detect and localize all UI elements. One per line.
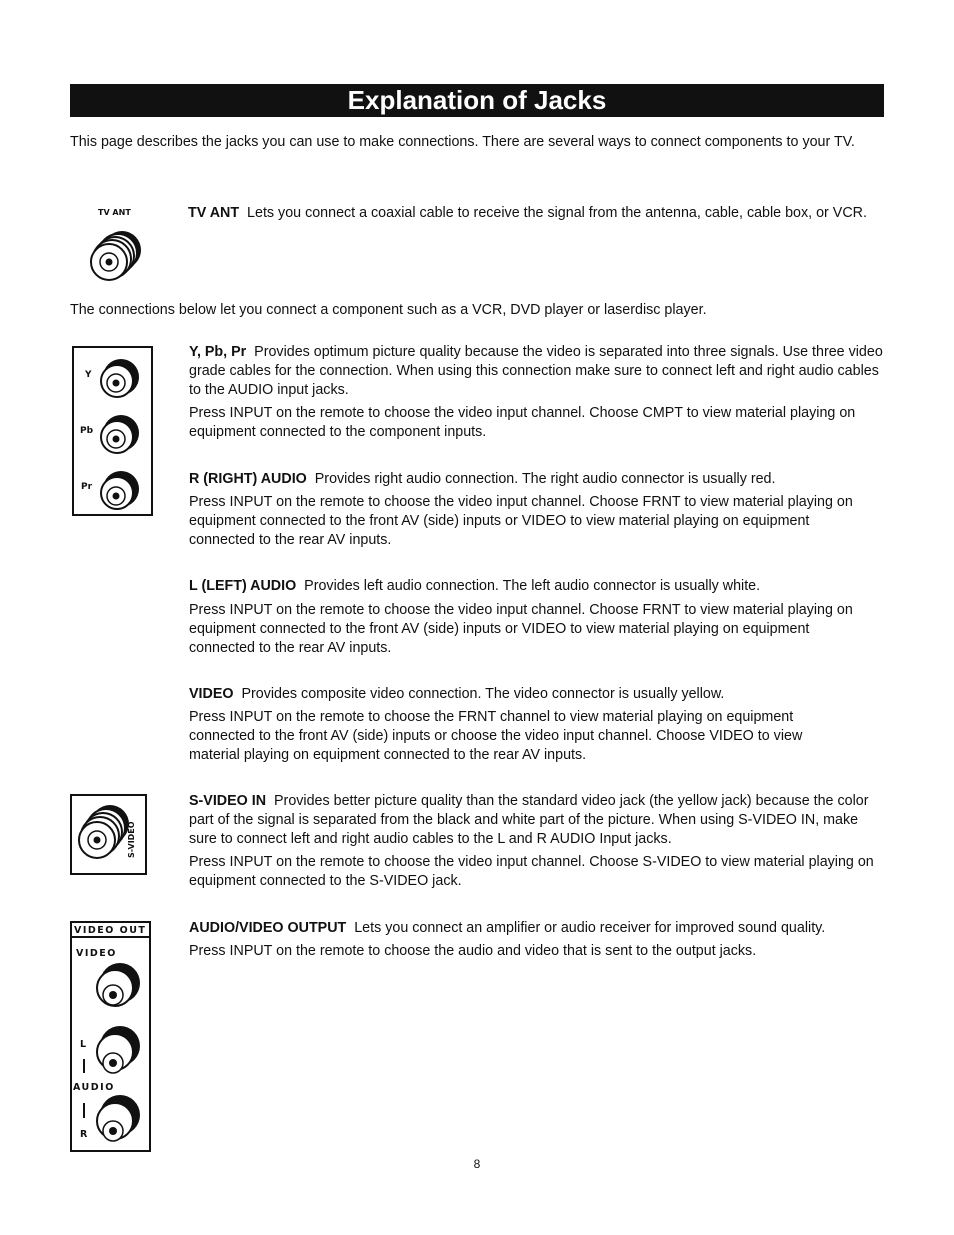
- l-audio-text: Provides left audio connection. The left audio connector is usually white.: [304, 578, 761, 594]
- l-audio-term: L (LEFT) AUDIO: [189, 578, 297, 594]
- coax-jack-icon: [91, 231, 141, 280]
- r-audio-description: [189, 470, 879, 489]
- r-audio-note: Press INPUT on the remote to choose the video input channel. Choose FRNT to view material playing on equipment connected to the front AV (side) inputs or VIDEO to view material playing on equipment connected to the rear AV inputs.: [189, 494, 853, 548]
- tv-ant-jack-figure: [84, 206, 148, 286]
- av-output-term: AUDIO/VIDEO OUTPUT: [189, 920, 347, 936]
- svideo-text: Provides better picture quality than the standard video jack (the yellow jack) because the color part of the signal is separated from the black and white part of the picture. When using S-VIDEO IN, make sure to connect left and right audio cables to the L and R AUDIO Input jacks.: [189, 793, 869, 847]
- svideo-jack-figure: [70, 794, 148, 876]
- audio-group-label: AUDIO: [73, 1082, 115, 1093]
- ypbpr-term: Y, Pb, Pr: [189, 344, 247, 360]
- ypbpr-note: Press INPUT on the remote to choose the video input channel. Choose CMPT to view material playing on equipment connected to the component inputs.: [189, 405, 856, 440]
- page-number: 8: [473, 1157, 481, 1171]
- audio-l-label: L: [80, 1039, 87, 1050]
- r-audio-term: R (RIGHT) AUDIO: [189, 471, 307, 487]
- y-jack-label: Y: [85, 370, 92, 380]
- video-term: VIDEO: [189, 686, 234, 702]
- l-audio-note: Press INPUT on the remote to choose the video input channel. Choose FRNT to view material playing on equipment connected to the front AV (side) inputs or VIDEO to view material playing on equipment connected to the rear AV inputs.: [189, 602, 853, 656]
- tv-ant-text: Lets you connect a coaxial cable to receive the signal from the antenna, cable, cable box, or VCR.: [247, 205, 867, 221]
- tv-ant-description: [188, 204, 878, 223]
- l-audio-description: [189, 577, 879, 596]
- intro-paragraph: This page describes the jacks you can use to make connections. There are several ways to connect components to your TV.: [70, 134, 855, 150]
- av-output-description: [189, 919, 886, 938]
- r-audio-text: Provides right audio connection. The right audio connector is usually red.: [314, 471, 776, 487]
- av-output-note: Press INPUT on the remote to choose the audio and video that is sent to the output jacks.: [189, 943, 757, 959]
- pr-jack-label: Pr: [81, 482, 93, 492]
- component-jacks-figure: [72, 346, 154, 517]
- video-out-video-label: VIDEO: [76, 948, 117, 959]
- video-description: [189, 685, 879, 704]
- component-intro: The connections below let you connect a component such as a VCR, DVD player or laserdisc player.: [70, 302, 707, 318]
- video-text: Provides composite video connection. The video connector is usually yellow.: [241, 686, 725, 702]
- video-out-header: VIDEO OUT: [74, 925, 147, 936]
- page-title: Explanation of Jacks: [347, 85, 607, 115]
- page-title-bar: [70, 84, 884, 117]
- av-output-text: Lets you connect an amplifier or audio receiver for improved sound quality.: [354, 920, 826, 936]
- ypbpr-text: Provides optimum picture quality because the video is separated into three signals. Use three video grade cables for the connection. When using this connection make sure to connect left and right audio cables to the AUDIO input jacks.: [189, 344, 883, 398]
- audio-r-label: R: [80, 1129, 88, 1140]
- tv-ant-term: TV ANT: [188, 205, 240, 221]
- svideo-icon-label: S-VIDEO: [127, 821, 136, 858]
- svideo-description: [189, 792, 886, 849]
- svideo-term: S-VIDEO IN: [189, 793, 267, 809]
- ypbpr-description: [189, 343, 886, 400]
- pb-jack-label: Pb: [80, 426, 94, 436]
- tv-ant-icon-label: TV ANT: [98, 208, 131, 217]
- video-note: Press INPUT on the remote to choose the FRNT channel to view material playing on equipment connected to the front AV (side) inputs or choose the video input channel. Choose VIDEO to view material playing on equipment connected to the rear AV inputs.: [189, 709, 803, 763]
- video-out-jacks-figure: [70, 921, 152, 1154]
- svideo-note: Press INPUT on the remote to choose the video input channel. Choose S-VIDEO to view material playing on equipment connected to the S-VIDEO jack.: [189, 854, 874, 889]
